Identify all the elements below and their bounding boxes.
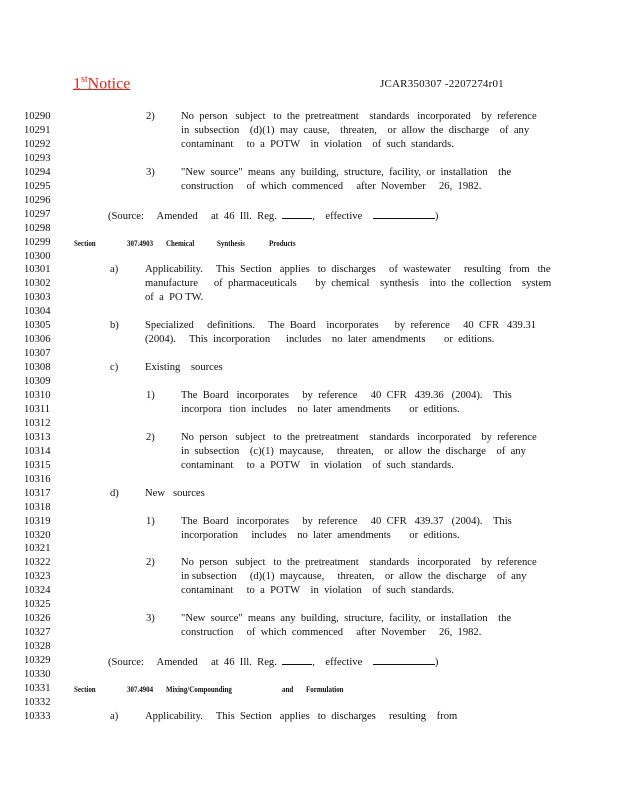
line-number: 10302: [24, 278, 51, 290]
line-text: contaminant to a POTW in violation of such standards.: [181, 459, 454, 471]
line-number: 10292: [24, 138, 51, 150]
line-number: 10308: [24, 362, 51, 374]
line-number: 10293: [24, 152, 51, 164]
line-number: 10291: [24, 124, 51, 136]
line-text: The Board incorporates by reference 40 CFR 439.36 (2004). This: [181, 390, 512, 401]
text-line: [0, 375, 618, 389]
line-number: 10301: [24, 264, 51, 276]
line-text: a): [110, 264, 119, 276]
section-heading-line: [0, 236, 618, 250]
line-text: New sources: [145, 487, 205, 499]
text-line: [0, 166, 618, 180]
line-number: 10329: [24, 655, 51, 667]
line-number: 10331: [24, 682, 51, 694]
text-line: [0, 110, 618, 124]
text-line: [0, 570, 618, 584]
line-text: (Source: Amended at 46 Ill. Reg. , effective ): [108, 208, 438, 224]
text-line: [0, 668, 618, 682]
text-line: [0, 250, 618, 264]
line-number: 10307: [24, 348, 51, 360]
line-number: 10311: [24, 403, 51, 415]
line-number: 10320: [24, 529, 51, 541]
line-number: 10324: [24, 585, 51, 597]
line-number: 10296: [24, 194, 51, 206]
text-line: [0, 124, 618, 138]
line-text: 1): [146, 390, 155, 401]
text-line: [0, 138, 618, 152]
line-number: 10304: [24, 306, 51, 318]
notice-label: 1stNotice: [73, 74, 131, 93]
line-number: 10326: [24, 613, 51, 625]
text-line: [0, 291, 618, 305]
line-text: "New source" means any building, structure, facility, or installation the: [181, 166, 512, 178]
line-text: No person subject to the pretreatment standards incorporated by reference: [181, 557, 537, 569]
line-text: 1): [146, 515, 155, 527]
text-line: [0, 529, 618, 543]
line-text: construction of which commenced after November 26, 1982.: [181, 180, 482, 192]
line-text: The Board incorporates by reference 40 CFR 439.37 (2004). This: [181, 515, 512, 527]
line-text: Specialized definitions. The Board incorporates by reference 40 CFR 439.31: [145, 320, 537, 332]
text-line: [0, 180, 618, 194]
text-line: [0, 417, 618, 431]
text-line: [0, 598, 618, 612]
text-line: [0, 389, 618, 403]
text-line: [0, 445, 618, 459]
line-number: 10306: [24, 334, 51, 346]
line-number: 10300: [24, 250, 51, 262]
fill-in-blank: [373, 208, 435, 219]
line-text: and: [282, 683, 294, 694]
line-number: 10319: [24, 515, 51, 527]
text-line: [0, 654, 618, 668]
line-number: 10328: [24, 641, 51, 653]
text-line: [0, 501, 618, 515]
text-line: [0, 305, 618, 319]
fill-in-blank: [282, 208, 312, 219]
line-text: 307.4903: [127, 237, 154, 248]
line-text: Applicability. This Section applies to discharges of wastewater resulting from the: [145, 264, 551, 276]
line-text: manufacture of pharmaceuticals by chemical synthesis into the collection system: [145, 278, 552, 290]
line-text: incorporation includes no later amendments or editions.: [181, 529, 460, 541]
line-text: 2): [146, 557, 155, 569]
line-number: 10323: [24, 571, 51, 583]
text-line: [0, 263, 618, 277]
line-number: 10317: [24, 487, 51, 499]
line-text: 2): [146, 431, 155, 443]
line-text: Mixing/Compounding: [166, 683, 232, 694]
line-number: 10316: [24, 473, 51, 485]
line-text: (2004). This incorporation includes no later amendments or editions.: [145, 334, 495, 346]
text-line: [0, 333, 618, 347]
line-number: 10332: [24, 696, 51, 708]
text-line: [0, 319, 618, 333]
text-line: [0, 696, 618, 710]
line-number: 10305: [24, 320, 51, 332]
text-line: [0, 515, 618, 529]
line-number: 10321: [24, 543, 51, 555]
line-text: a): [110, 710, 119, 722]
line-number: 10313: [24, 431, 51, 443]
text-line: [0, 556, 618, 570]
text-line: [0, 459, 618, 473]
line-text: Chemical: [166, 237, 195, 248]
line-text: No person subject to the pretreatment standards incorporated by reference: [181, 431, 537, 443]
line-text: contaminant to a POTW in violation of such standards.: [181, 585, 454, 597]
line-number: 10290: [24, 111, 51, 122]
section-heading-line: [0, 682, 618, 696]
line-text: of a PO TW.: [145, 292, 204, 304]
text-line: [0, 473, 618, 487]
line-text: Synthesis: [217, 237, 245, 248]
text-line: [0, 431, 618, 445]
line-text: incorpora tion includes no later amendments or editions.: [181, 403, 460, 415]
line-number: 10327: [24, 627, 51, 639]
line-text: Formulation: [306, 683, 344, 694]
text-line: [0, 640, 618, 654]
line-number: 10333: [24, 710, 51, 722]
line-text: Existing sources: [145, 362, 223, 374]
text-line: [0, 347, 618, 361]
line-number: 10330: [24, 669, 51, 680]
text-line: [0, 584, 618, 598]
text-line: [0, 194, 618, 208]
line-number: 10322: [24, 557, 51, 569]
line-text: No person subject to the pretreatment standards incorporated by reference: [181, 111, 537, 122]
line-text: in subsection (d)(1) maycause, threaten, or allow the discharge of any: [181, 571, 527, 583]
line-text: in subsection (d)(1) may cause, threaten, or allow the discharge of any: [181, 124, 530, 136]
line-text: construction of which commenced after November 26, 1982.: [181, 627, 482, 639]
text-line: [0, 361, 618, 375]
line-number: 10294: [24, 166, 51, 178]
text-line: [0, 487, 618, 501]
page-header: [73, 74, 578, 94]
line-text: 3): [146, 166, 155, 178]
line-number: 10309: [24, 376, 51, 388]
text-line: [0, 222, 618, 236]
line-text: "New source" means any building, structure, facility, or installation the: [181, 613, 512, 625]
text-line: [0, 612, 618, 626]
line-text: 307.4904: [127, 683, 154, 694]
fill-in-blank: [373, 654, 435, 665]
line-number: 10298: [24, 222, 51, 234]
line-text: c): [110, 362, 119, 374]
text-line: [0, 542, 618, 556]
line-number: 10314: [24, 445, 51, 457]
line-text: Section: [74, 237, 96, 248]
text-line: [0, 277, 618, 291]
line-number: 10312: [24, 417, 51, 429]
text-line: [0, 208, 618, 222]
line-text: contaminant to a POTW in violation of such standards.: [181, 138, 454, 150]
line-number: 10297: [24, 208, 51, 220]
line-text: d): [110, 487, 119, 499]
text-line: [0, 710, 618, 724]
line-number: 10325: [24, 599, 51, 611]
fill-in-blank: [282, 654, 312, 665]
line-text: (Source: Amended at 46 Ill. Reg. , effective ): [108, 654, 438, 670]
text-line: [0, 403, 618, 417]
line-number: 10295: [24, 180, 51, 192]
text-line: [0, 626, 618, 640]
line-text: in subsection (c)(1) maycause, threaten, or allow the discharge of any: [181, 445, 526, 457]
line-text: Products: [269, 237, 296, 248]
line-number: 10315: [24, 459, 51, 471]
line-text: 2): [146, 111, 155, 122]
line-text: b): [110, 320, 119, 332]
line-text: Section: [74, 683, 96, 694]
line-number: 10318: [24, 501, 51, 513]
line-number: 10310: [24, 390, 51, 401]
line-text: 3): [146, 613, 155, 625]
line-number: 10303: [24, 292, 51, 304]
text-line: [0, 152, 618, 166]
line-text: Applicability. This Section applies to discharges resulting from: [145, 710, 458, 722]
line-number: 10299: [24, 236, 51, 248]
document-code: JCAR350307 -2207274r01: [380, 78, 504, 90]
